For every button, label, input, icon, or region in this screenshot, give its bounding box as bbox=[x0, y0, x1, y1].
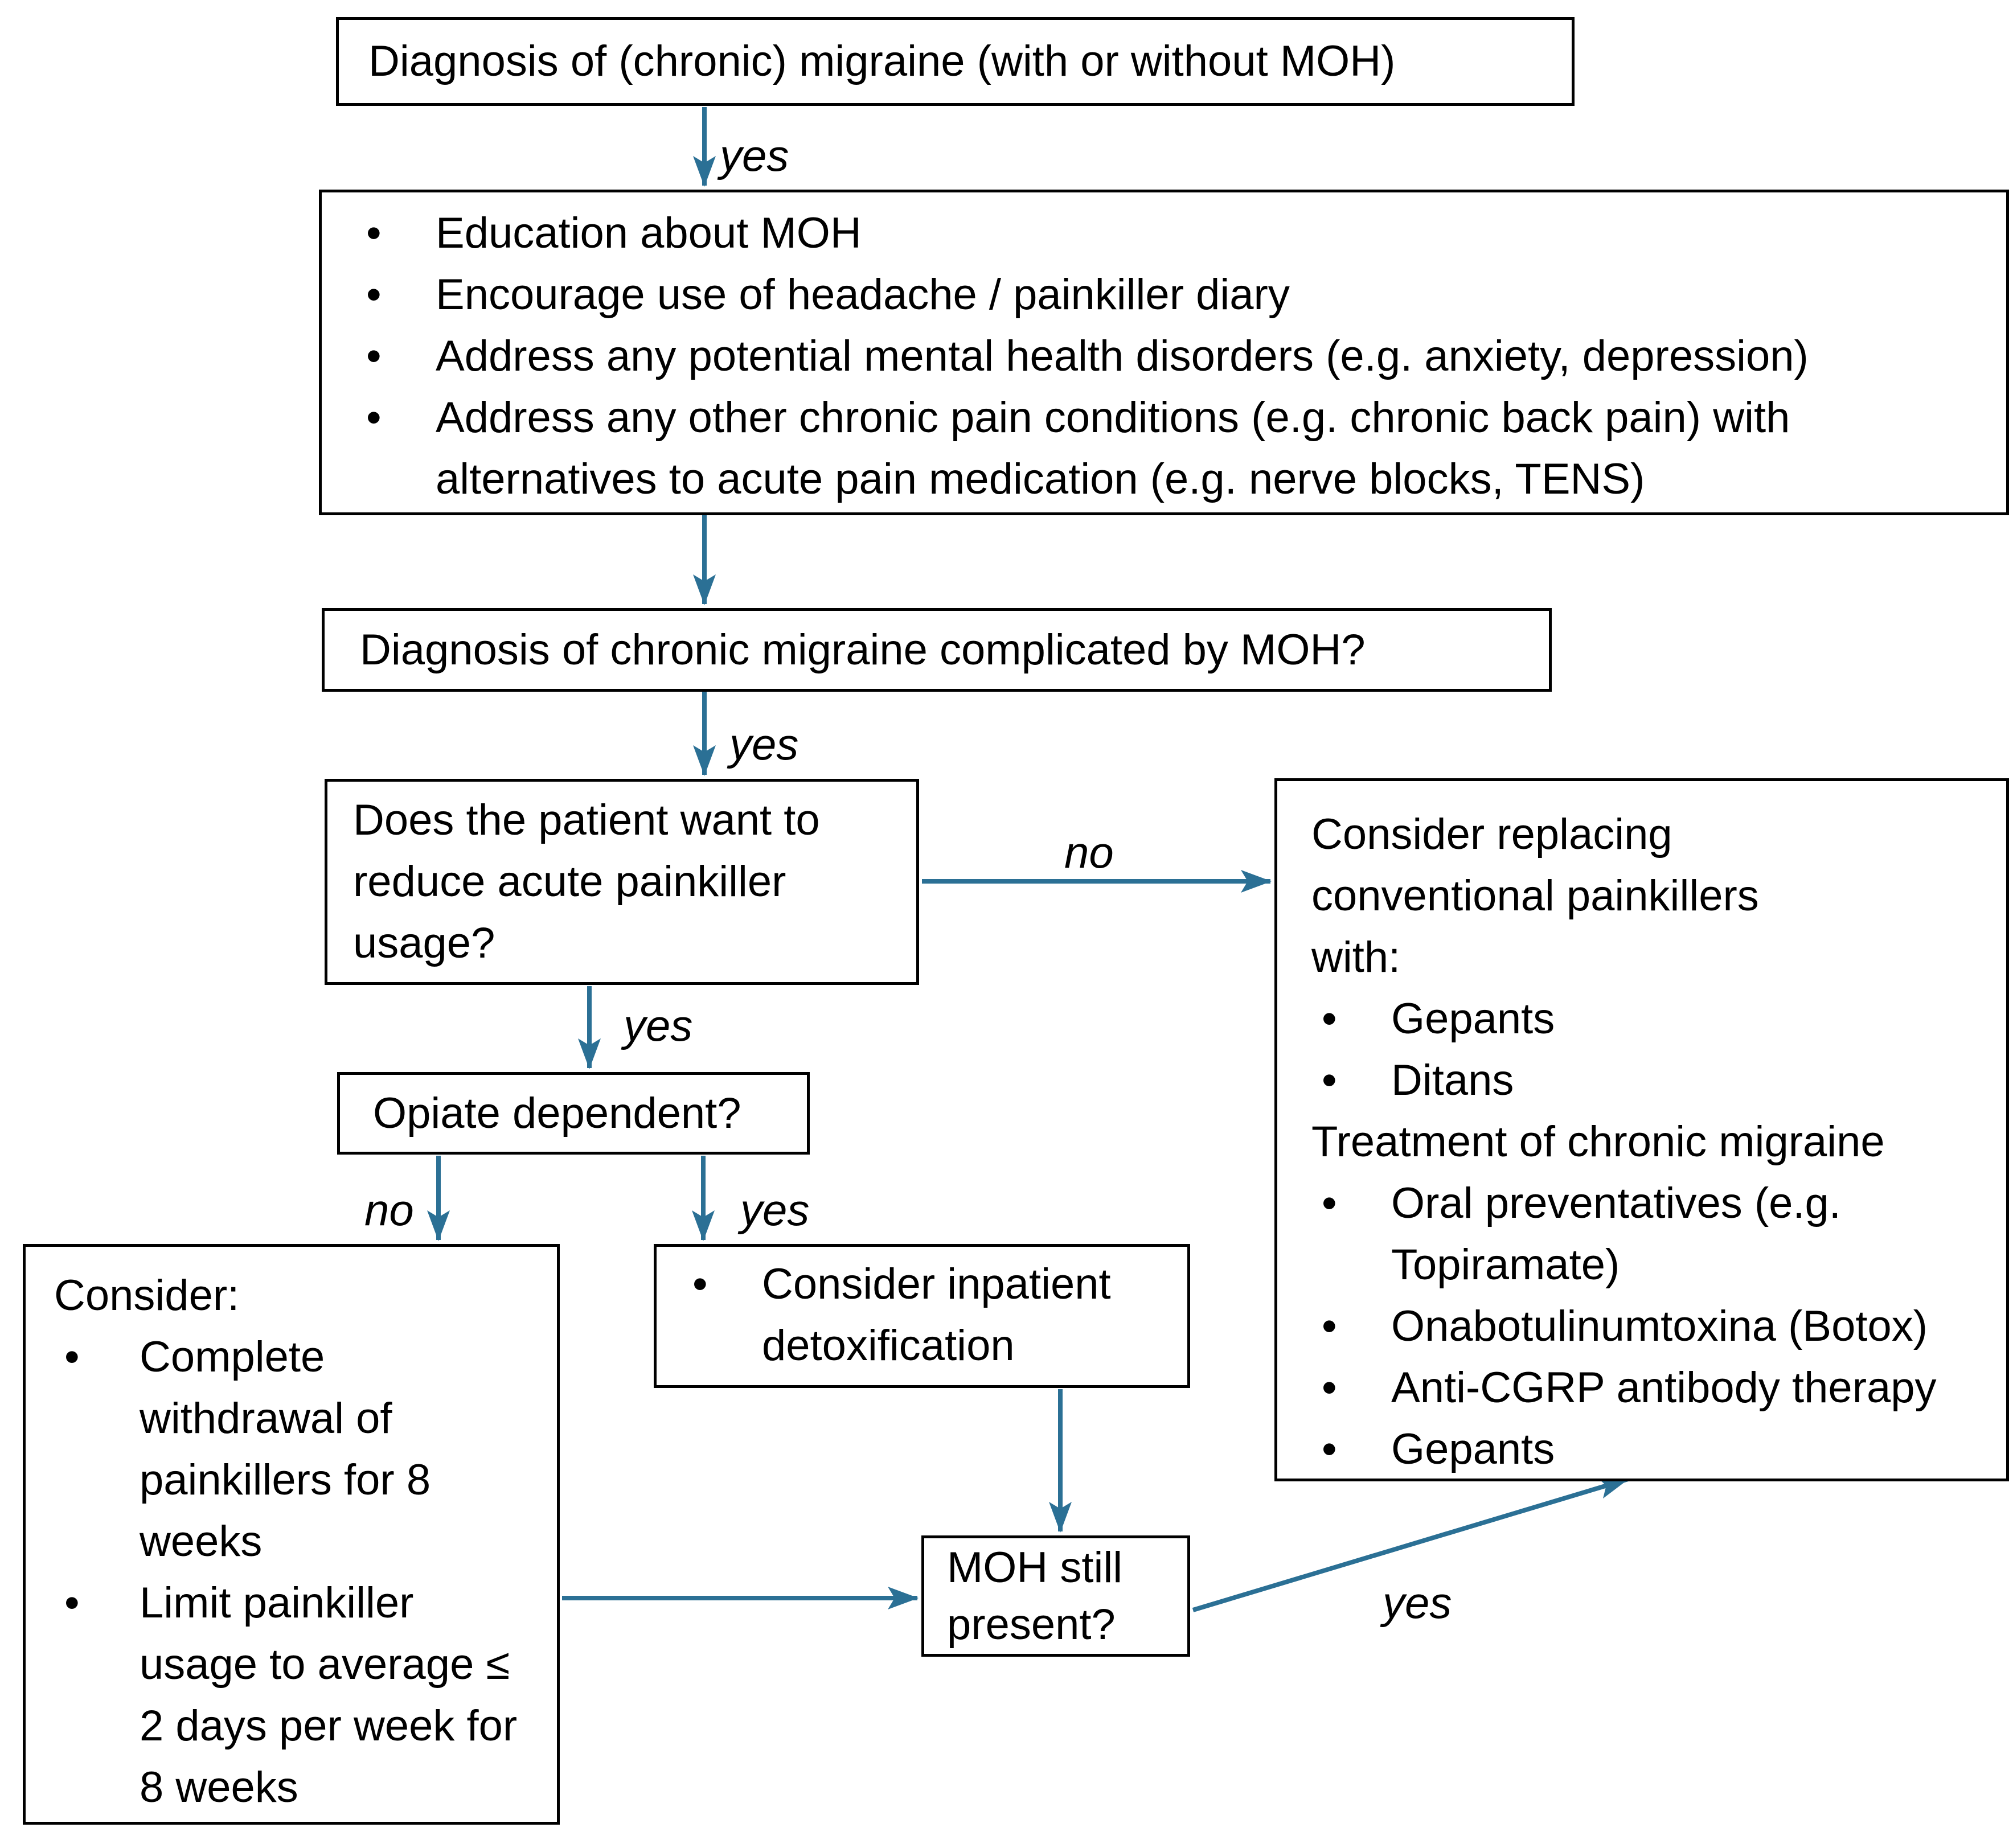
treatment-option: • Onabotulinumtoxina (Botox) bbox=[1311, 1296, 1949, 1357]
node-reduce-question bbox=[325, 779, 919, 985]
replace-option: • Ditans bbox=[1311, 1050, 1949, 1111]
edge-label-moh-still-yes: yes bbox=[1383, 1578, 1452, 1628]
education-bullet: • Education about MOH bbox=[356, 203, 1995, 264]
node-education bbox=[319, 190, 2009, 515]
node-diagnosis bbox=[336, 17, 1575, 106]
education-bullet-list bbox=[356, 203, 1995, 510]
treatment-option: • Gepants bbox=[1311, 1419, 1949, 1480]
withdrawal-heading: Consider: bbox=[54, 1271, 240, 1320]
replace-options-list-1 bbox=[1311, 988, 1949, 1111]
node-reduce-question-text: Does the patient want to reduce acute painkiller usage? bbox=[353, 796, 820, 967]
edge-label-reduce-yes: yes bbox=[624, 1000, 693, 1050]
treatment-option: • Oral preventatives (e.g. Topiramate) bbox=[1311, 1173, 1949, 1296]
withdrawal-option: • Complete withdrawal of painkillers for 8 weeks bbox=[54, 1327, 534, 1572]
node-moh-still-present-text: MOH still present? bbox=[947, 1543, 1123, 1649]
node-replace-options bbox=[1274, 778, 2009, 1481]
node-moh-still-present bbox=[921, 1535, 1190, 1657]
education-bullet: • Address any other chronic pain conditions (e.g. chronic back pain) with alternatives to acute pain medication (e.g. nerve blocks, TENS) bbox=[356, 387, 1995, 510]
withdrawal-options-list bbox=[54, 1327, 534, 1818]
education-bullet: • Address any potential mental health disorders (e.g. anxiety, depression) bbox=[356, 326, 1995, 387]
node-diagnosis-text: Diagnosis of (chronic) migraine (with or without MOH) bbox=[368, 37, 1396, 85]
inpatient-detox-list bbox=[682, 1254, 1176, 1377]
edge-label-diagnosis-yes: yes bbox=[720, 130, 789, 180]
node-opiate-question bbox=[337, 1072, 810, 1155]
replace-options-heading: Consider replacing conventional painkillers with: bbox=[1311, 810, 1759, 982]
replace-option: • Gepants bbox=[1311, 988, 1949, 1050]
withdrawal-option: • Limit painkiller usage to average ≤ 2 days per week for 8 weeks bbox=[54, 1572, 534, 1818]
node-inpatient-detox bbox=[654, 1244, 1190, 1388]
edge-label-complicated-yes: yes bbox=[729, 719, 799, 769]
node-opiate-question-text: Opiate dependent? bbox=[373, 1089, 741, 1137]
treatment-options-list bbox=[1311, 1173, 1949, 1480]
edge-label-opiate-no: no bbox=[364, 1185, 414, 1235]
edge-label-opiate-yes: yes bbox=[740, 1185, 810, 1235]
node-withdrawal-options bbox=[23, 1244, 560, 1825]
edge-label-reduce-no: no bbox=[1064, 827, 1114, 877]
education-bullet: • Encourage use of headache / painkiller diary bbox=[356, 264, 1995, 326]
treatment-heading: Treatment of chronic migraine bbox=[1311, 1118, 1885, 1166]
inpatient-detox-option: • Consider inpatient detoxification bbox=[682, 1254, 1176, 1377]
treatment-option: • Anti-CGRP antibody therapy bbox=[1311, 1357, 1949, 1419]
node-moh-complicated-text: Diagnosis of chronic migraine complicated by MOH? bbox=[360, 625, 1366, 674]
node-moh-complicated bbox=[322, 608, 1552, 692]
